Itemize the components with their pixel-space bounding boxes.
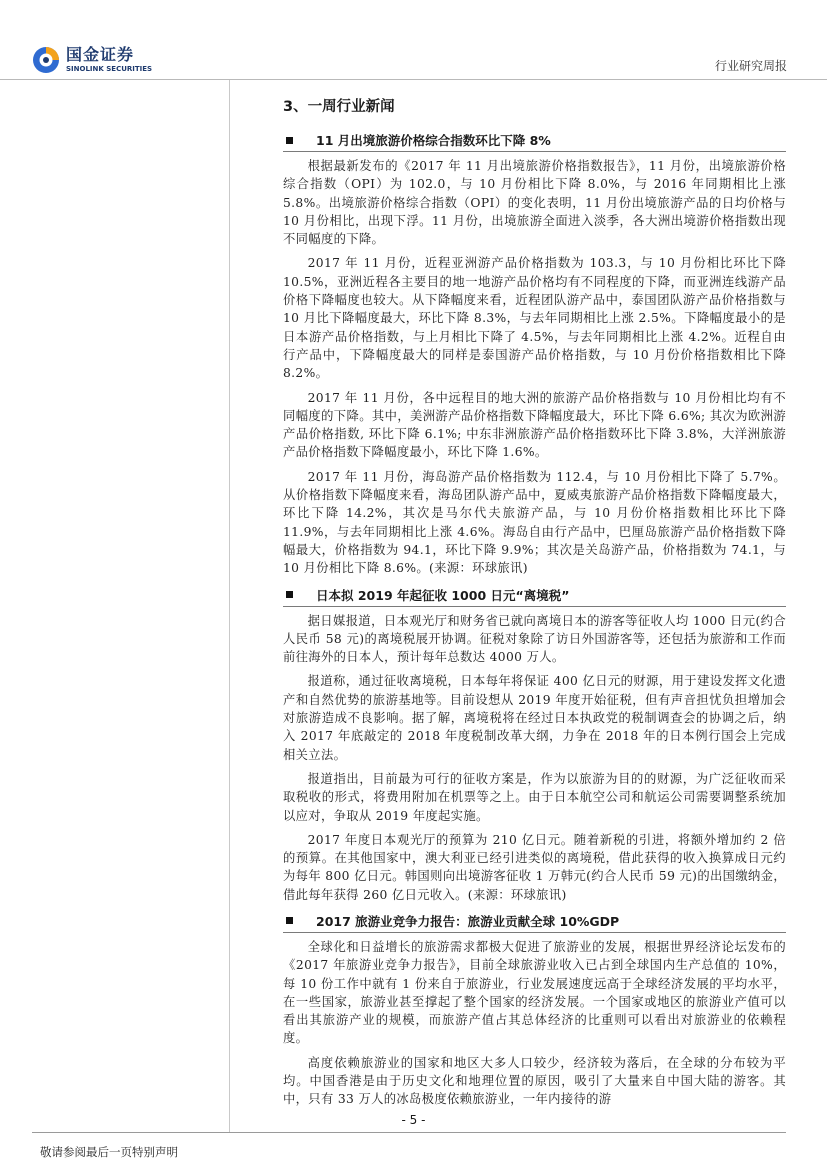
sinolink-logo-icon	[32, 46, 60, 74]
logo-english-name: SINOLINK SECURITIES	[66, 64, 153, 73]
logo-chinese-name: 国金证券	[66, 44, 135, 64]
header-divider	[0, 79, 827, 80]
news-title	[283, 584, 786, 607]
news-title	[283, 910, 786, 933]
paragraph: 高度依赖旅游业的国家和地区大多人口较少，经济较为落后，在全球的分布较为平均。中国香港是由于历史文化和地理位置的原因，吸引了大量来自中国大陆的游客。其中，只有 33 万人的冰岛极度依赖旅游业，一年内接待的游	[283, 1055, 786, 1107]
section-title: 3、一周行业新闻	[283, 99, 395, 115]
square-bullet-icon	[286, 917, 293, 924]
company-logo	[32, 46, 152, 74]
news-title	[283, 129, 786, 152]
paragraph: 报道称，通过征收离境税，日本每年将保证 400 亿日元的财源，用于建设发挥文化遗产和自然优势的旅游基地等。目前设想从 2019 年度开始征税，但有声音担忧负担增加会对旅游造成不良影响。据了解，离境税将在经过日本执政党的税制调查会的协调之后，纳入 2017 年底敲定的 2018 年度税制改革大纲，力争在 2018 年的日本例行国会上完成相关立法。	[283, 674, 786, 762]
paragraph: 全球化和日益增长的旅游需求都极大促进了旅游业的发展，根据世界经济论坛发布的《2017 年旅游业竞争力报告》，目前全球旅游业收入已占到全球国内生产总值的 10%，每 10 份工作中就有 1 份来自于旅游业，行业发展速度远高于全球经济发展的平均水平，在一些国家，旅游业甚至撑起了整个国家的经济发展。一个国家或地区的旅游业产值可以看出其旅游产业的规模，而旅游产值占其总体经济的比重则可以看出对旅游业的依赖程度。	[283, 939, 786, 1046]
page-number: - 5 -	[401, 1113, 426, 1127]
margin-divider	[229, 80, 230, 1132]
page-header	[0, 0, 827, 80]
main-content	[283, 97, 786, 1115]
paragraph: 据日媒报道，日本观光厅和财务省已就向离境日本的游客等征收人均 1000 日元(约合人民币 58 元)的离境税展开协调。征税对象除了访日外国游客等，还包括为旅游和工作而前往海外的日本人，预计每年总数达 4000 万人。	[283, 613, 786, 665]
news-title-text: 日本拟 2019 年起征收 1000 日元“离境税”	[316, 587, 570, 603]
news-title-text: 11 月出境旅游价格综合指数环比下降 8%	[316, 133, 551, 148]
paragraph: 根据最新发布的《2017 年 11 月出境旅游价格指数报告》，11 月份，出境旅游价格综合指数（OPI）为 102.0，与 10 月份相比下降 8.0%，与 2016 年同期相比上涨 5.8%。出境旅游价格综合指数（OPI）的变化表明，11 月份出境旅游产品的日均价格与 10 月份相比，出现下浮。11 月份，出境旅游全面进入淡季，各大洲出境游价格指数出现不同幅度的下降。	[283, 159, 786, 247]
square-bullet-icon	[286, 591, 293, 598]
paragraph: 2017 年 11 月份，近程亚洲游产品价格指数为 103.3，与 10 月份相比环比下降 10.5%，亚洲近程各主要目的地一地游产品价格均有不同程度的下降，而亚洲连线游产品价格下降幅度也较大。从下降幅度来看，近程团队游产品中，泰国团队游产品价格指数与 10 月比下降幅度最大，环比下降 8.3%，与去年同期相比上涨 2.5%。下降幅度最小的是日本游产品价格指数，与上月相比下降了 4.5%，与去年同期相比上涨 4.2%。近程自由行产品中，下降幅度最大的同样是泰国游产品价格指数，与 10 月份价格指数相比下降 8.2%。	[283, 256, 786, 381]
news-title-text: 2017 旅游业竞争力报告：旅游业贡献全球 10%GDP	[316, 913, 620, 929]
footer-divider	[32, 1132, 786, 1133]
disclaimer-text: 敬请参阅最后一页特别声明	[40, 1145, 178, 1159]
report-type-label: 行业研究周报	[714, 59, 787, 73]
paragraph: 2017 年度日本观光厅的预算为 210 亿日元。随着新税的引进，将额外增加约 2 倍的预算。在其他国家中，澳大利亚已经引进类似的离境税，借此获得的收入换算成日元约为每年 800 亿日元。韩国则向出境游客征收 1 万韩元(约合人民币 59 元)的出国缴纳金，借此每年获得 260 亿日元收入。(来源：环球旅讯)	[283, 832, 786, 902]
square-bullet-icon	[286, 137, 293, 144]
paragraph: 2017 年 11 月份，各中远程目的地大洲的旅游产品价格指数与 10 月份相比均有不同幅度的下降。其中，美洲游产品价格指数下降幅度最大，环比下降 6.6%; 其次为欧洲游产品价格指数, 环比下降 6.1%; 中东非洲旅游产品价格指数环比下降 3.8%，大洋洲旅游产品价格指数下降幅度最小，环比下降 1.6%。	[283, 390, 786, 460]
paragraph: 2017 年 11 月份，海岛游产品价格指数为 112.4，与 10 月份相比下降了 5.7%。从价格指数下降幅度来看，海岛团队游产品中，夏威夷旅游产品价格指数下降幅度最大，环比下降 14.2%，其次是马尔代夫旅游产品，与 10 月份价格指数相比环比下降 11.9%，与去年同期相比上涨 4.6%。海岛自由行产品中，巴厘岛旅游产品价格指数下降幅最大，价格指数为 94.1，环比下降 9.9%；其次是关岛游产品，价格指数为 74.1，与 10 月份相比下降 8.6%。(来源：环球旅讯)	[283, 469, 786, 576]
paragraph: 报道指出，目前最为可行的征收方案是，作为以旅游为目的的财源，为广泛征收而采取税收的形式，将费用附加在机票等之上。由于日本航空公司和航运公司需要调整系统加以应对，争取从 2019 年度起实施。	[283, 771, 786, 823]
